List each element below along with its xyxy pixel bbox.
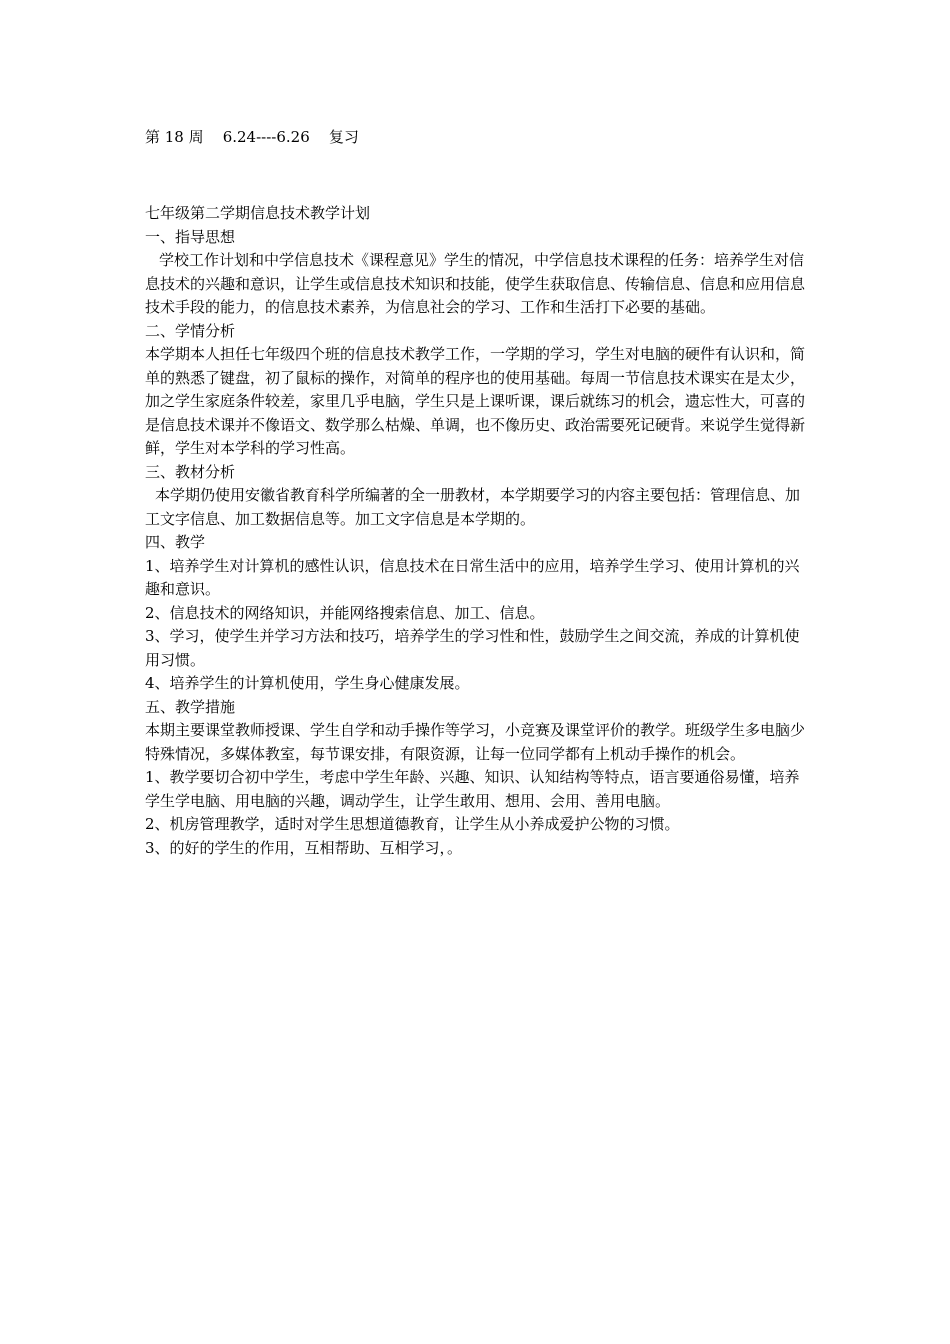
section-1-heading: 一、指导思想	[145, 227, 236, 246]
section-4-heading: 四、教学	[145, 533, 206, 551]
section-1-body	[145, 249, 808, 320]
section-2-body: 本学期本人担任七年级四个班的信息技术教学工作，一学期的学习，学生对电脑的硬件有认识和，简单的熟悉了键盘，初了鼠标的操作，对简单的程序也的使用基础。每周一节信息技术课实在是太少，加之学生家庭条件较差，家里几乎电脑，学生只是上课听课，课后就练习的机会，遗忘性大，可喜的是信息技术课并不像语文、数学那么枯燥、单调，也不像历史、政治需要死记硬背。来说学生觉得新鲜，学生对本学科的学习性高。	[145, 345, 806, 457]
section-3-heading: 三、教材分析	[145, 462, 236, 481]
section-4-item-3: 3、学习，使学生并学习方法和技巧，培养学生的学习性和性，鼓励学生之间交流，养成的计算机使用习惯。	[145, 627, 800, 669]
section-2-heading: 二、学情分析	[145, 321, 236, 340]
teaching-plan	[145, 202, 808, 860]
week-schedule-line: 第 18 周 6.24----6.26 复习	[145, 128, 359, 146]
section-3-body	[145, 484, 808, 531]
section-5-heading: 五、教学措施	[145, 697, 236, 716]
plan-title: 七年级第二学期信息技术教学计划	[145, 204, 371, 222]
section-4-item-1: 1、培养学生对计算机的感性认识，信息技术在日常生活中的应用，培养学生学习、使用计算机的兴趣和意识。	[145, 556, 800, 598]
section-1-text: 学校工作计划和中学信息技术《课程意见》学生的情况，中学信息技术课程的任务：培养学生对信息技术的兴趣和意识，让学生或信息技术知识和技能，使学生获取信息、传输信息、信息和应用信息技术手段的能力，的信息技术素养，为信息社会的学习、工作和生活打下必要的基础。	[145, 251, 806, 316]
section-5-item-1: 1、教学要切合初中学生，考虑中学生年龄、兴趣、知识、认知结构等特点，语言要通俗易懂，培养学生学电脑、用电脑的兴趣，调动学生，让学生敢用、想用、会用、善用电脑。	[145, 768, 800, 810]
section-3-text: 本学期仍使用安徽省教育科学所编著的全一册教材，本学期要学习的内容主要包括：管理信息、加工文字信息、加工数据信息等。加工文字信息是本学期的。	[145, 486, 801, 528]
section-5-item-3: 3、的好的学生的作用，互相帮助、互相学习，。	[145, 838, 463, 857]
section-5-body: 本期主要课堂教师授课、学生自学和动手操作等学习，小竞赛及课堂评价的教学。班级学生多电脑少特殊情况，多媒体教室，每节课安排，有限资源，让每一位同学都有上机动手操作的机会。	[145, 721, 806, 763]
section-4-item-2: 2、信息技术的网络知识，并能网络搜索信息、加工、信息。	[145, 603, 545, 622]
section-4-item-4: 4、培养学生的计算机使用，学生身心健康发展。	[145, 674, 470, 692]
section-5-item-2: 2、机房管理教学，适时对学生思想道德教育，让学生从小养成爱护公物的习惯。	[145, 815, 680, 833]
